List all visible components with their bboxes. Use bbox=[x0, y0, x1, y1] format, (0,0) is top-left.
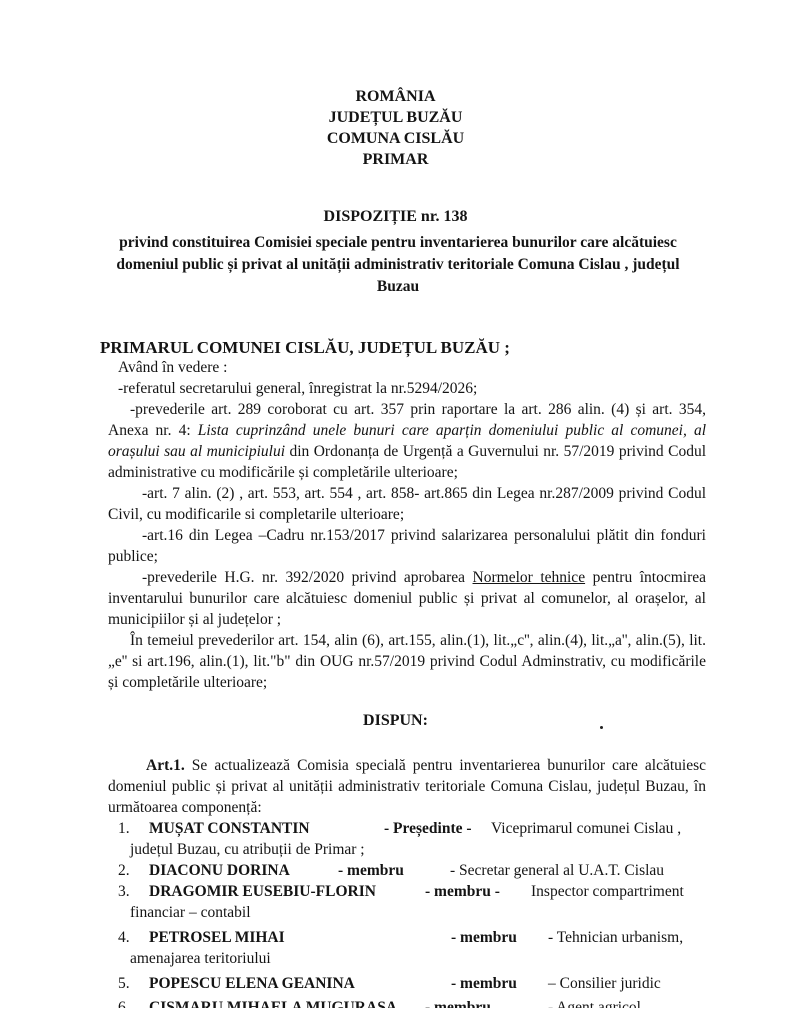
list-item bbox=[108, 881, 708, 923]
preamble-item-lege-cadru: -art.16 din Legea –Cadru nr.153/2017 privind salarizarea personalului plătit din fonduri publice; bbox=[108, 527, 706, 565]
list-item bbox=[108, 927, 708, 969]
member-function-cont: amenajarea teritoriului bbox=[130, 950, 271, 967]
member-function-cont: județul Buzau, cu atribuții de Primar ; bbox=[130, 841, 365, 858]
preamble-intro: Având în vedere : bbox=[118, 359, 228, 376]
member-function: - Secretar general al U.A.T. Cislau bbox=[450, 862, 665, 879]
member-role: - Președinte - bbox=[384, 820, 472, 837]
member-function: Inspector compartriment bbox=[531, 883, 684, 900]
document-header bbox=[0, 86, 791, 170]
member-role: - membru bbox=[451, 975, 517, 992]
article-1-text: Se actualizează Comisia specială pentru inventarierea bunurilor care alcătuiesc domeniul public și privat al unității administrativ teritoriale Comuna Cislau, județul Buzau, în următoarea componență: bbox=[108, 757, 706, 816]
member-name: MUȘAT CONSTANTIN bbox=[149, 820, 310, 837]
preamble-item-temei: În temeiul prevederilor art. 154, alin (6), art.155, alin.(1), lit.„c'', alin.(4), lit.„a'', alin.(5), lit.„e'' si art.196, alin.(1), lit."b" din OUG nr.57/2019 privind Codul Adminstrativ, cu modificările și completările ulterioare; bbox=[108, 632, 706, 691]
item-number: 2. bbox=[118, 862, 130, 879]
member-function: Viceprimarul comunei Cislau , bbox=[491, 820, 682, 837]
list-item bbox=[108, 860, 708, 881]
hg-text-a: -prevederile H.G. nr. 392/2020 privind aprobarea bbox=[142, 569, 473, 586]
office-label: PRIMAR bbox=[362, 151, 429, 168]
preamble-heading: PRIMARUL COMUNEI CISLĂU, JUDEȚUL BUZĂU ; bbox=[100, 338, 510, 357]
item-number: 1. bbox=[118, 820, 130, 837]
scan-speck bbox=[600, 726, 603, 729]
normele-tehnice: Normelor tehnice bbox=[472, 569, 586, 586]
member-function: - Tehnician urbanism, bbox=[548, 929, 684, 946]
hg-text-c: pentru întocmirea inventarului bunurilor care alcătuiesc domeniul public și privat al comunelor, al orașelor, al municipiilor și al județelor ; bbox=[108, 569, 707, 628]
disposition-subtitle: privind constituirea Comisiei speciale pentru inventarierea bunurilor care alcătuiesc domeniul public și privat al unității administrativ teritoriale Comuna Cislau , județul Buzau bbox=[116, 234, 680, 295]
member-name: PETROSEL MIHAI bbox=[149, 929, 285, 946]
item-number: 5. bbox=[118, 975, 130, 992]
commune-label: COMUNA CISLĂU bbox=[326, 130, 465, 147]
article-1 bbox=[108, 755, 706, 818]
member-function: – Consilier juridic bbox=[548, 975, 661, 992]
article-1-label: Art.1. bbox=[146, 757, 185, 774]
member-role: - membru - bbox=[425, 883, 500, 900]
county-label: JUDEȚUL BUZĂU bbox=[328, 109, 463, 126]
member-name: POPESCU ELENA GEANINA bbox=[149, 975, 355, 992]
preamble-body bbox=[108, 357, 706, 693]
page-cutoff bbox=[0, 1008, 791, 1024]
country-label: ROMÂNIA bbox=[355, 88, 436, 105]
member-function-cont: financiar – contabil bbox=[130, 904, 251, 921]
item-number: 3. bbox=[118, 883, 130, 900]
preamble-item-cod-civil: -art. 7 alin. (2) , art. 553, art. 554 , art. 858- art.865 din Legea nr.287/2009 privind Codul Civil, cu modificarile si completarile ulterioare; bbox=[108, 485, 706, 523]
member-role: - membru bbox=[451, 929, 517, 946]
list-item bbox=[108, 818, 708, 860]
dispun-heading: DISPUN: bbox=[363, 712, 428, 729]
member-role: - membru bbox=[338, 862, 404, 879]
preamble-item-hg bbox=[108, 567, 706, 630]
prevederi-text-c: din Ordonanța de Urgență a Guvernului nr. 57/2019 privind Codul administrative cu modificările și completările ulterioare; bbox=[108, 443, 707, 481]
preamble-item-referat: -referatul secretarului general, înregistrat la nr.5294/2026; bbox=[118, 380, 478, 397]
item-number: 4. bbox=[118, 929, 130, 946]
disposition-title: DISPOZIȚIE nr. 138 bbox=[323, 208, 468, 225]
prevederi-text-a: -prevederile art. 289 coroborat cu art. 357 prin raportare la art. 286 alin. (4) și art. 354, Anexa nr. 4: bbox=[108, 401, 706, 439]
member-name: DIACONU DORINA bbox=[149, 862, 290, 879]
anexa-title: Lista cuprinzând unele bunuri care aparțin domeniului public al comunei, al orașului sau al municipiului bbox=[108, 422, 706, 460]
preamble-item-prevederi bbox=[108, 399, 706, 483]
list-item bbox=[108, 973, 708, 994]
members-list bbox=[108, 818, 708, 1018]
member-name: DRAGOMIR EUSEBIU-FLORIN bbox=[149, 883, 376, 900]
